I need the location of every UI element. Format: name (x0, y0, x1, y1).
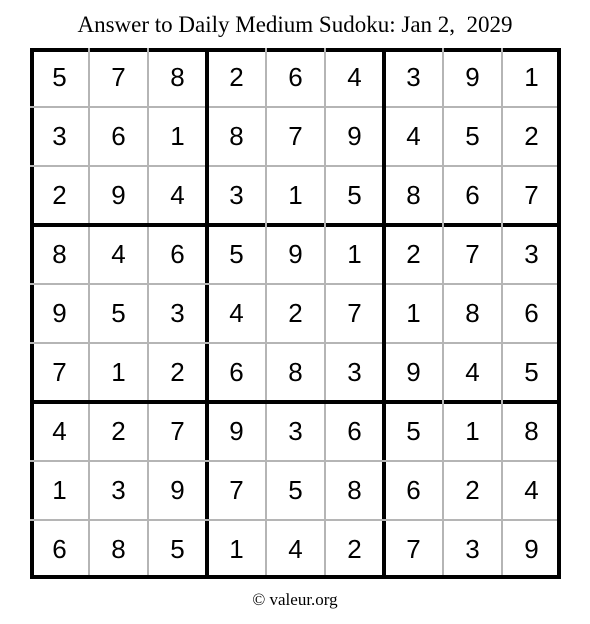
copyright-footer: © valeur.org (252, 590, 338, 609)
sudoku-cell-r5c5: 2 (288, 298, 303, 328)
sudoku-cell-r7c9: 8 (524, 416, 539, 446)
sudoku-cell-r1c7: 3 (406, 62, 421, 92)
cell-divider-horizontal-7 (30, 460, 561, 462)
sudoku-cell-r9c3: 5 (170, 534, 185, 564)
sudoku-cell-r7c5: 3 (288, 416, 303, 446)
sudoku-cell-r5c9: 6 (524, 298, 539, 328)
sudoku-board (30, 48, 561, 579)
cell-divider-vertical-4 (265, 48, 267, 579)
sudoku-cell-r5c6: 7 (347, 298, 362, 328)
sudoku-cell-r2c1: 3 (52, 121, 67, 151)
sudoku-cell-r4c1: 8 (52, 239, 67, 269)
sudoku-cell-r9c2: 8 (111, 534, 126, 564)
cell-divider-vertical-1 (88, 48, 90, 579)
sudoku-cell-r2c9: 2 (524, 121, 539, 151)
box-divider-vertical-6 (382, 48, 386, 579)
sudoku-cell-r4c2: 4 (111, 239, 126, 269)
cell-divider-vertical-2 (147, 48, 149, 579)
sudoku-cell-r5c2: 5 (111, 298, 126, 328)
sudoku-cell-r5c4: 4 (229, 298, 244, 328)
sudoku-cell-r9c8: 3 (465, 534, 480, 564)
box-divider-horizontal-6 (30, 400, 561, 404)
sudoku-cell-r7c8: 1 (465, 416, 480, 446)
sudoku-cell-r8c6: 8 (347, 475, 362, 505)
sudoku-cell-r2c7: 4 (406, 121, 421, 151)
sudoku-cell-r3c7: 8 (406, 180, 421, 210)
sudoku-cell-r4c4: 5 (229, 239, 244, 269)
sudoku-cell-r6c9: 5 (524, 357, 539, 387)
box-divider-vertical-3 (205, 48, 209, 579)
sudoku-cell-r5c7: 1 (406, 298, 421, 328)
sudoku-cell-r7c2: 2 (111, 416, 126, 446)
sudoku-cell-r7c1: 4 (52, 416, 67, 446)
sudoku-cell-r7c6: 6 (347, 416, 362, 446)
sudoku-cell-r5c8: 8 (465, 298, 480, 328)
box-divider-horizontal-0 (30, 48, 561, 52)
sudoku-cell-r1c5: 6 (288, 62, 303, 92)
sudoku-cell-r8c1: 1 (52, 475, 67, 505)
sudoku-cell-r4c5: 9 (288, 239, 303, 269)
sudoku-cell-r9c6: 2 (347, 534, 362, 564)
cell-divider-horizontal-8 (30, 519, 561, 521)
sudoku-cell-r3c5: 1 (288, 180, 303, 210)
sudoku-cell-r6c1: 7 (52, 357, 67, 387)
sudoku-cell-r1c9: 1 (524, 62, 539, 92)
box-divider-horizontal-3 (30, 223, 561, 227)
sudoku-cell-r8c7: 6 (406, 475, 421, 505)
sudoku-cell-r4c9: 3 (524, 239, 539, 269)
sudoku-cell-r1c2: 7 (111, 62, 126, 92)
page-title: Answer to Daily Medium Sudoku: Jan 2, 2029 (77, 12, 513, 37)
sudoku-cell-r5c1: 9 (52, 298, 67, 328)
sudoku-cell-r7c7: 5 (406, 416, 421, 446)
sudoku-cell-r3c6: 5 (347, 180, 362, 210)
sudoku-cell-r9c4: 1 (229, 534, 244, 564)
sudoku-cell-r6c6: 3 (347, 357, 362, 387)
cell-divider-horizontal-5 (30, 342, 561, 344)
sudoku-cell-r8c4: 7 (229, 475, 244, 505)
cell-divider-horizontal-1 (30, 106, 561, 108)
sudoku-cell-r6c5: 8 (288, 357, 303, 387)
sudoku-cell-r1c3: 8 (170, 62, 185, 92)
box-divider-horizontal-9 (30, 575, 561, 579)
cell-divider-vertical-5 (324, 48, 326, 579)
sudoku-cell-r2c2: 6 (111, 121, 126, 151)
box-divider-vertical-0 (30, 48, 34, 579)
sudoku-cell-r4c6: 1 (347, 239, 362, 269)
sudoku-cell-r4c7: 2 (406, 239, 421, 269)
sudoku-cell-r8c9: 4 (524, 475, 539, 505)
sudoku-cell-r3c2: 9 (111, 180, 126, 210)
sudoku-cell-r4c8: 7 (465, 239, 480, 269)
cell-divider-horizontal-4 (30, 283, 561, 285)
sudoku-cell-r1c8: 9 (465, 62, 480, 92)
sudoku-cell-r2c5: 7 (288, 121, 303, 151)
sudoku-cell-r3c3: 4 (170, 180, 185, 210)
sudoku-cell-r2c4: 8 (229, 121, 244, 151)
cell-divider-vertical-7 (442, 48, 444, 579)
sudoku-cell-r1c4: 2 (229, 62, 244, 92)
sudoku-cell-r3c1: 2 (52, 180, 67, 210)
cell-divider-vertical-8 (501, 48, 503, 579)
sudoku-cell-r2c6: 9 (347, 121, 362, 151)
sudoku-cell-r6c4: 6 (229, 357, 244, 387)
sudoku-cell-r6c8: 4 (465, 357, 480, 387)
sudoku-cell-r3c4: 3 (229, 180, 244, 210)
cell-divider-horizontal-2 (30, 165, 561, 167)
sudoku-cell-r1c6: 4 (347, 62, 362, 92)
sudoku-cell-r6c7: 9 (406, 357, 421, 387)
box-divider-vertical-9 (557, 48, 561, 579)
sudoku-cell-r3c8: 6 (465, 180, 480, 210)
sudoku-cell-r5c3: 3 (170, 298, 185, 328)
sudoku-cell-r1c1: 5 (52, 62, 67, 92)
sudoku-cell-r9c5: 4 (288, 534, 303, 564)
sudoku-cell-r8c5: 5 (288, 475, 303, 505)
sudoku-cell-r2c3: 1 (170, 121, 185, 151)
sudoku-cell-r8c3: 9 (170, 475, 185, 505)
sudoku-cell-r8c8: 2 (465, 475, 480, 505)
sudoku-cell-r9c9: 9 (524, 534, 539, 564)
sudoku-cell-r6c2: 1 (111, 357, 126, 387)
sudoku-cell-r2c8: 5 (465, 121, 480, 151)
sudoku-cell-r4c3: 6 (170, 239, 185, 269)
sudoku-cell-r8c2: 3 (111, 475, 126, 505)
sudoku-cell-r7c3: 7 (170, 416, 185, 446)
sudoku-cell-r6c3: 2 (170, 357, 185, 387)
sudoku-cell-r9c1: 6 (52, 534, 67, 564)
sudoku-cell-r9c7: 7 (406, 534, 421, 564)
sudoku-cell-r3c9: 7 (524, 180, 539, 210)
sudoku-cell-r7c4: 9 (229, 416, 244, 446)
